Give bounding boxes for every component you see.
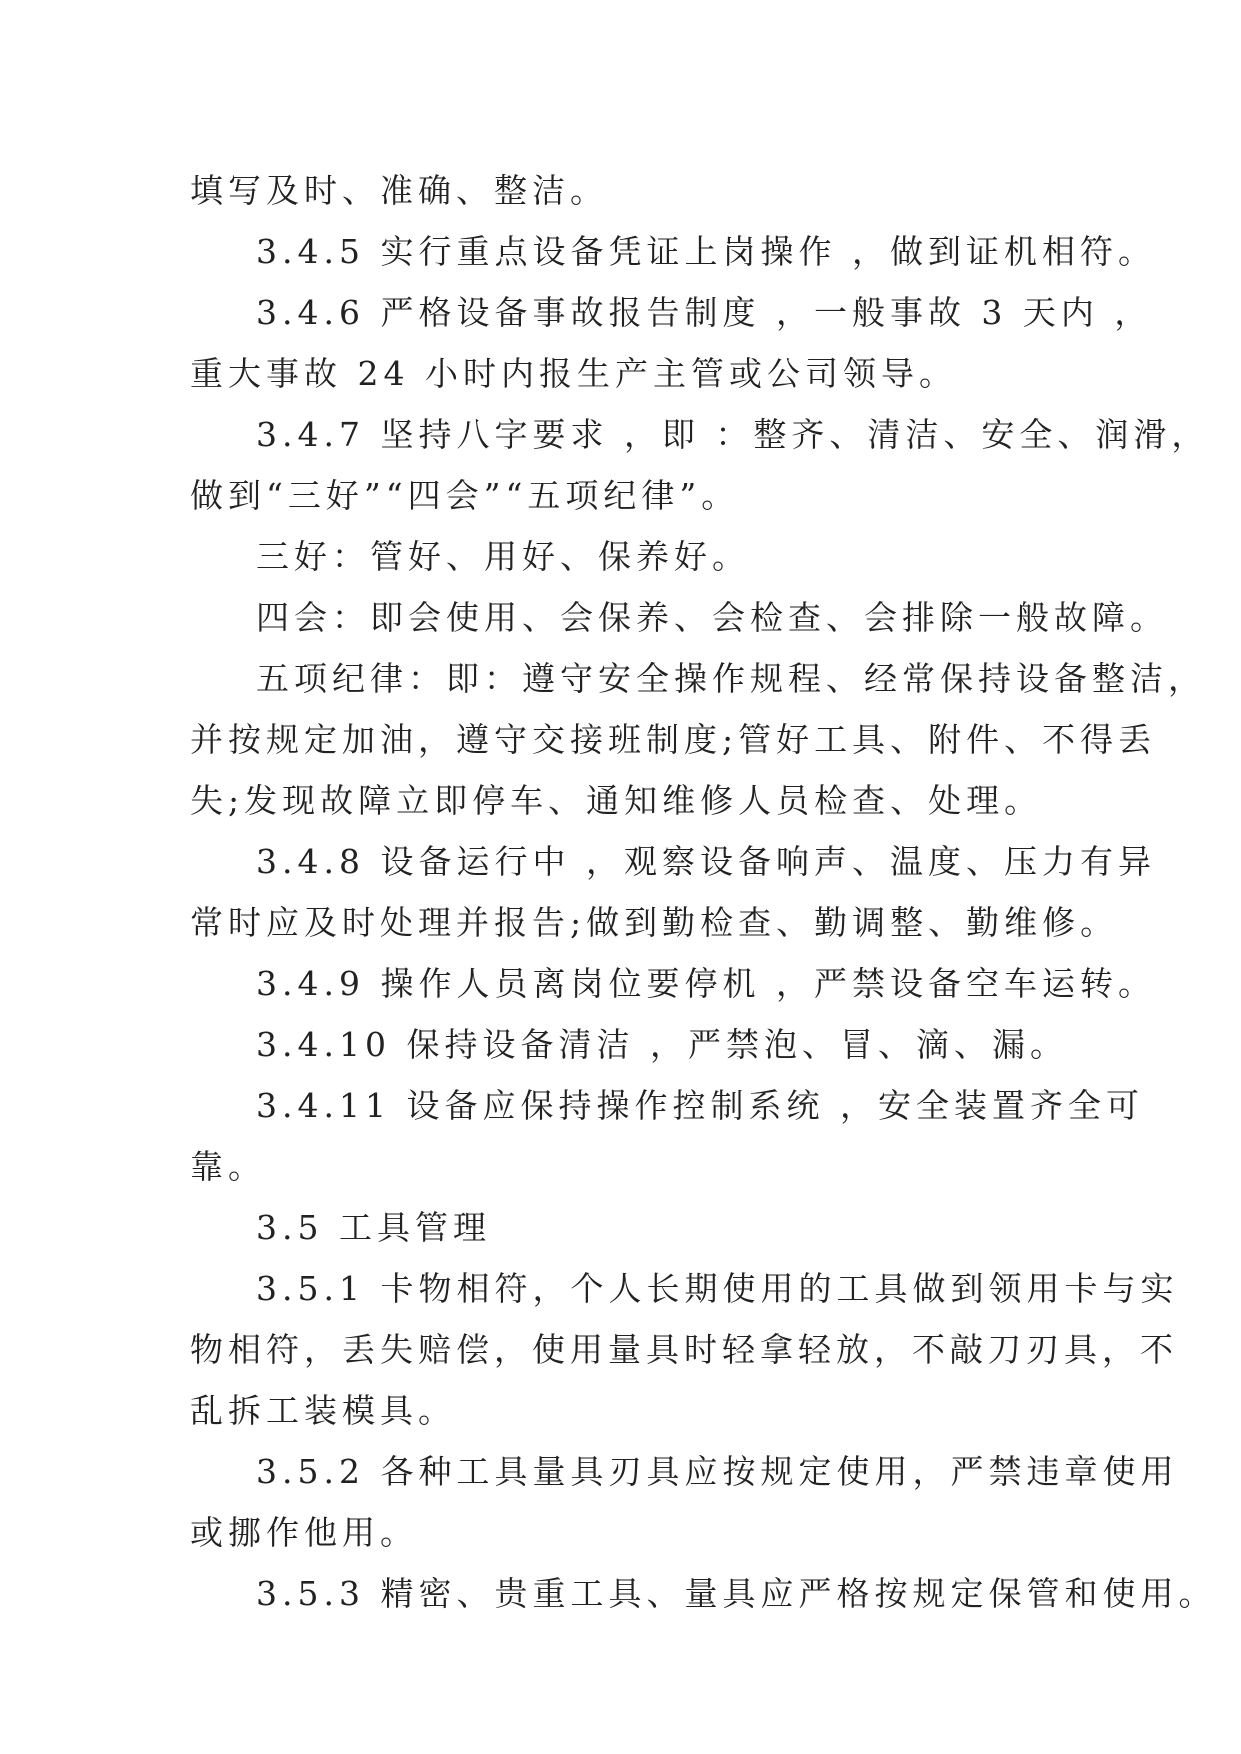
text-line: 靠。 bbox=[190, 1147, 266, 1186]
text-line: 3.5.1 卡物相符，个人长期使用的工具做到领用卡与实 bbox=[256, 1269, 1179, 1308]
text-line: 乱拆工装模具。 bbox=[190, 1391, 456, 1430]
text-line: 3.4.9 操作人员离岗位要停机 ，严禁设备空车运转。 bbox=[256, 964, 1156, 1003]
text-line: 3.5.2 各种工具量具刃具应按规定使用，严禁违章使用 bbox=[256, 1452, 1179, 1491]
text-line: 三好：管好、用好、保养好。 bbox=[256, 537, 750, 576]
document-body bbox=[190, 160, 1217, 1624]
text-line: 或挪作他用。 bbox=[190, 1513, 418, 1552]
section-heading: 3.5 工具管理 bbox=[256, 1208, 491, 1247]
text-line: 并按规定加油，遵守交接班制度;管好工具、附件、不得丢 bbox=[190, 720, 1157, 759]
text-line: 做到“三好”“四会”“五项纪律”。 bbox=[190, 476, 740, 515]
text-line: 3.4.5 实行重点设备凭证上岗操作 ，做到证机相符。 bbox=[256, 232, 1156, 271]
text-line: 3.4.7 坚持八字要求 ，即 ：整齐、清洁、安全、润滑， bbox=[256, 415, 1210, 454]
text-line: 3.4.8 设备运行中 ，观察设备响声、温度、压力有异 bbox=[256, 842, 1156, 881]
text-line: 3.5.3 精密、贵重工具、量具应严格按规定保管和使用。 bbox=[256, 1574, 1217, 1613]
text-line: 3.4.11 设备应保持操作控制系统 ，安全装置齐全可 bbox=[256, 1086, 1144, 1125]
text-line: 填写及时、准确、整洁。 bbox=[190, 171, 608, 210]
text-line: 3.4.6 严格设备事故报告制度 ，一般事故 3 天内 ， bbox=[256, 293, 1153, 332]
text-line: 失;发现故障立即停车、通知维修人员检查、处理。 bbox=[190, 781, 1043, 820]
text-line: 重大事故 24 小时内报生产主管或公司领导。 bbox=[190, 354, 957, 393]
text-line: 物相符，丢失赔偿，使用量具时轻拿轻放，不敲刀刃具，不 bbox=[190, 1330, 1178, 1369]
text-line: 3.4.10 保持设备清洁 ，严禁泡、冒、滴、漏。 bbox=[256, 1025, 1068, 1064]
text-line: 常时应及时处理并报告;做到勤检查、勤调整、勤维修。 bbox=[190, 903, 1119, 942]
text-line: 四会：即会使用、会保养、会检查、会排除一般故障。 bbox=[256, 598, 1168, 637]
text-line: 五项纪律：即：遵守安全操作规程、经常保持设备整洁， bbox=[256, 659, 1206, 698]
